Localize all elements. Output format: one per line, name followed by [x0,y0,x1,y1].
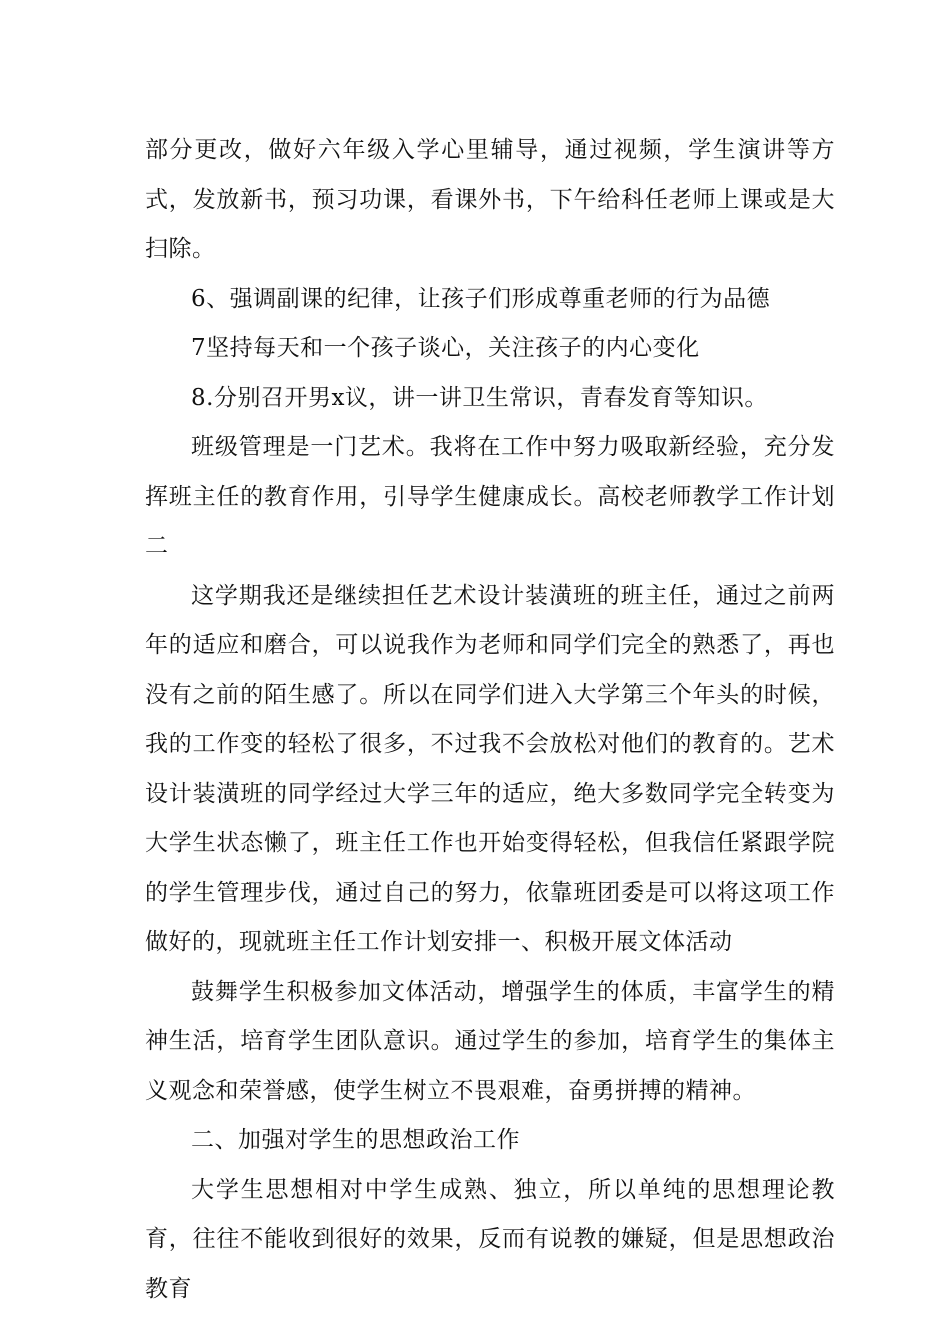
paragraph-item-8: 8.分别召开男x议，讲一讲卫生常识，青春发育等知识。 [191,384,768,411]
document-body [145,126,835,1314]
paragraph-item-7: 7坚持每天和一个孩子谈心，关注孩子的内心变化 [191,335,700,361]
paragraph-this-semester: 这学期我还是继续担任艺术设计装潢班的班主任，通过之前两年的适应和磨合，可以说我作为老师和同学们完全的熟悉了，再也没有之前的陌生感了。所以在同学们进入大学第三个年头的时候，我的工作变的轻松了很多，不过我不会放松对他们的教育的。艺术设计装潢班的同学经过大学三年的适应，绝大多数同学完全转变为大学生状态懒了，班主任工作也开始变得轻松，但我信任紧跟学院的学生管理步伐，通过自己的努力，依靠班团委是可以将这项工作做好的，现就班主任工作计划安排一、积极开展文体活动 [145,582,835,955]
paragraph-class-management: 班级管理是一门艺术。我将在工作中努力吸取新经验，充分发挥班主任的教育作用，引导学生健康成长。高校老师教学工作计划二 [145,434,835,559]
paragraph-student-thinking: 大学生思想相对中学生成熟、独立，所以单纯的思想理论教育，往往不能收到很好的效果，反而有说教的嫌疑，但是思想政治教育 [145,1176,835,1302]
paragraph-continued: 部分更改，做好六年级入学心里辅导，通过视频，学生演讲等方式，发放新书，预习功课，看课外书，下午给科任老师上课或是大扫除。 [145,137,835,262]
section-heading-political-work: 二、加强对学生的思想政治工作 [191,1127,520,1153]
paragraph-encourage-activities: 鼓舞学生积极参加文体活动，增强学生的体质，丰富学生的精神生活，培育学生团队意识。通过学生的参加，培育学生的集体主义观念和荣誉感，使学生树立不畏艰难，奋勇拼搏的精神。 [145,978,835,1104]
paragraph-item-6: 6、强调副课的纪律，让孩子们形成尊重老师的行为品德 [191,285,771,312]
